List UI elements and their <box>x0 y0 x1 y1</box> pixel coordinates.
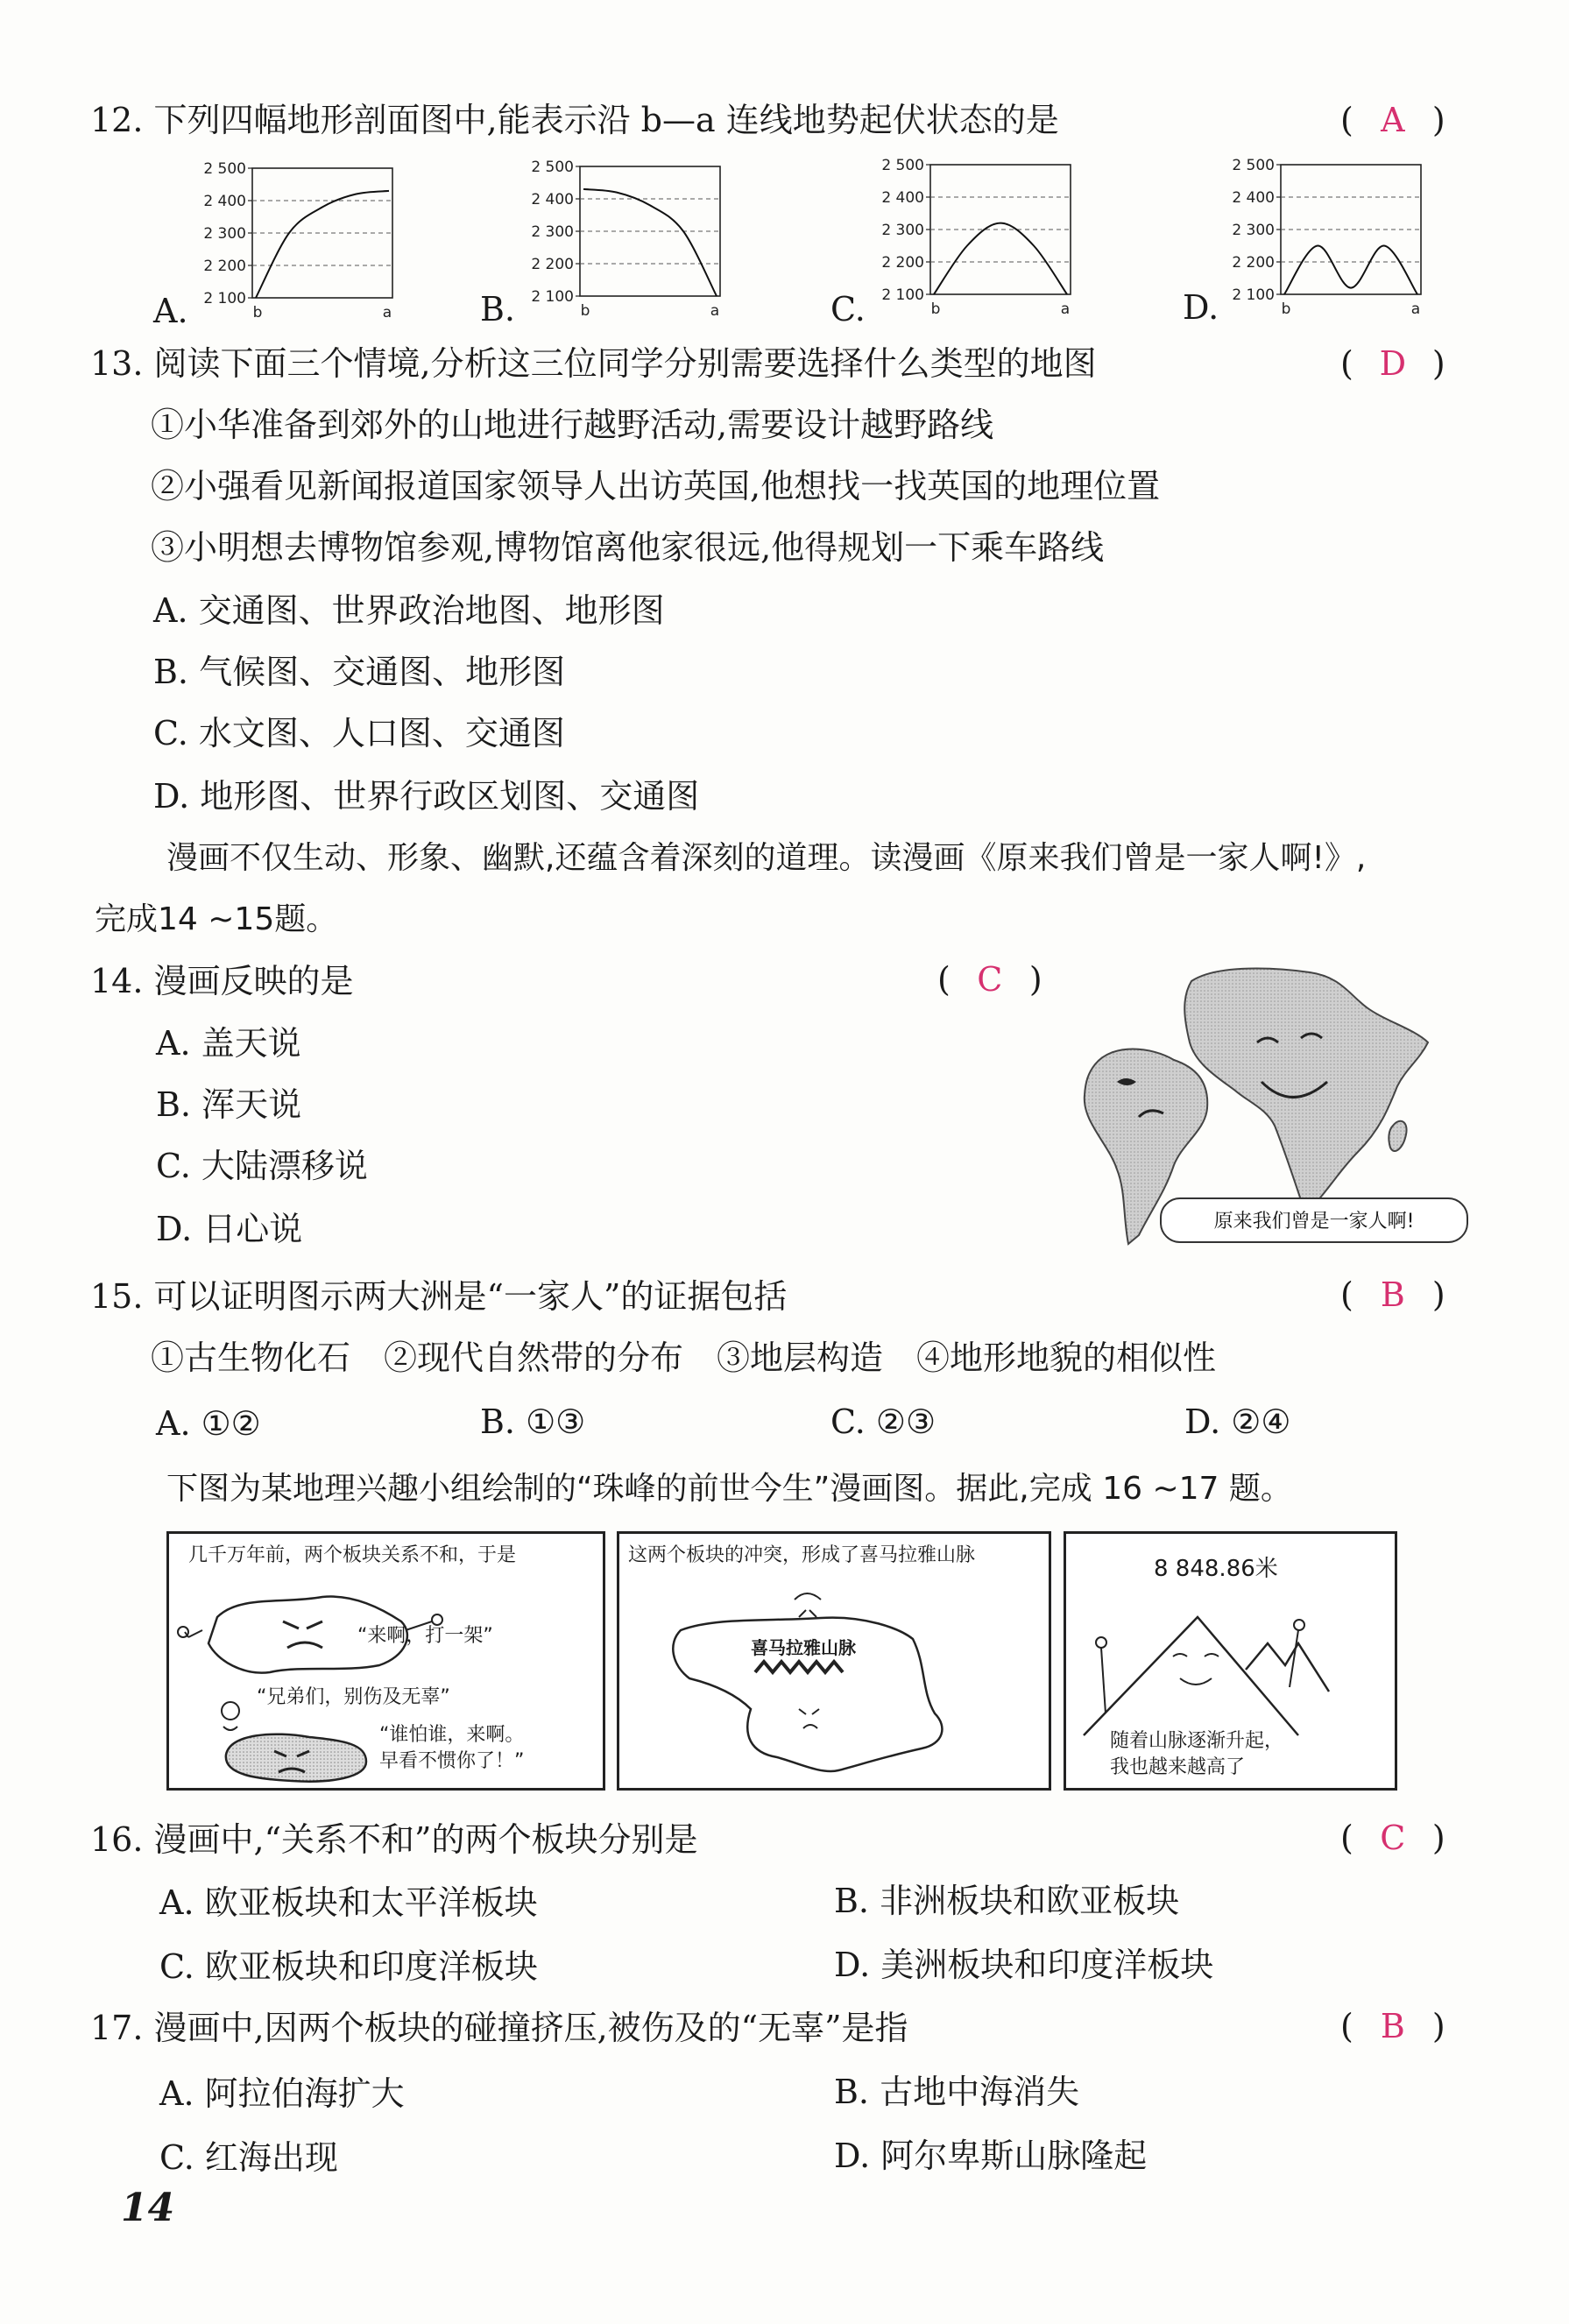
mountain-eyes <box>1173 1654 1219 1656</box>
q13-answer: ( D ) <box>1340 342 1445 385</box>
indian-plate-shape <box>226 1734 366 1782</box>
q14-answer: ( C ) <box>937 957 1042 1001</box>
comic-p2-label: 喜马拉雅山脉 <box>751 1637 856 1658</box>
q16-answer-letter: C <box>1380 1819 1406 1857</box>
continents-cartoon <box>1078 955 1481 1253</box>
madagascar-shape <box>1389 1121 1406 1151</box>
profile-chart-d <box>1221 154 1431 321</box>
q16-option-a: A. 欧亚板块和太平洋板块 <box>159 1883 538 1922</box>
q14-stem: 14. 漫画反映的是 <box>90 962 354 1000</box>
profile-line <box>1284 245 1417 294</box>
q17-option-b: B. 古地中海消失 <box>834 2073 1080 2111</box>
q13-scenario-1: ①小华准备到郊外的山地进行越野活动,需要设计越野路线 <box>151 406 994 444</box>
q12-answer-letter: A <box>1381 101 1405 139</box>
y-tick-label: 2 200 <box>203 258 246 275</box>
q13-scenario-2: ②小强看见新闻报道国家领导人出访英国,他想找一找英国的地理位置 <box>151 467 1161 505</box>
speech-bubble-text: 原来我们曾是一家人啊! <box>1213 1211 1415 1233</box>
everest-mountain <box>1084 1617 1298 1735</box>
comic-panel-2 <box>617 1531 1051 1791</box>
q14-answer-letter: C <box>977 960 1003 999</box>
q12-option-c: C. <box>830 290 866 328</box>
y-tick-label: 2 100 <box>531 288 574 306</box>
mountain-hand-left <box>1096 1637 1106 1648</box>
q14-option-b: B. 浑天说 <box>156 1085 302 1124</box>
q15-answer-letter: B <box>1380 1275 1405 1314</box>
q17-option-d: D. 阿尔卑斯山脉隆起 <box>834 2137 1148 2175</box>
q16-option-b: B. 非洲板块和欧亚板块 <box>834 1882 1180 1920</box>
q14-option-c: C. 大陆漂移说 <box>156 1147 368 1185</box>
q15-answer: ( B ) <box>1340 1273 1445 1317</box>
y-tick-label: 2 500 <box>203 160 246 178</box>
comic-p1-title: 几千万年前，两个板块关系不和，于是 <box>188 1544 517 1566</box>
q17-option-c: C. 红海出现 <box>159 2138 338 2177</box>
y-tick-label: 2 200 <box>1232 254 1275 272</box>
africa-shape <box>1184 969 1428 1204</box>
q12-option-d: D. <box>1183 288 1219 327</box>
comic-panel-3 <box>1064 1531 1397 1791</box>
q16-stem: 16. 漫画中,“关系不和”的两个板块分别是 <box>90 1820 698 1859</box>
intro-14-line2: 完成14 ~15题。 <box>95 901 338 937</box>
comic-p2-title: 这两个板块的冲突，形成了喜马拉雅山脉 <box>628 1544 976 1566</box>
q17-answer: ( B ) <box>1340 2004 1445 2048</box>
q15-option-a: A. ①② <box>156 1404 261 1443</box>
q13-option-a: A. 交通图、世界政治地图、地形图 <box>153 591 665 630</box>
profile-chart-a <box>193 158 403 324</box>
sea-small-mouth <box>223 1727 237 1730</box>
intro-14-line1: 漫画不仅生动、形象、幽默,还蕴含着深刻的道理。读漫画《原来我们曾是一家人啊!》, <box>166 840 1367 876</box>
comic-p1-text1: “来啊，打一架” <box>357 1625 493 1647</box>
y-tick-label: 2 100 <box>1232 286 1275 304</box>
q13-scenario-3: ③小明想去博物馆参观,博物馆离他家很远,他得规划一下乘车路线 <box>151 528 1105 567</box>
q14-option-d: D. 日心说 <box>156 1210 303 1248</box>
comic-p1-text3b: 早看不惯你了！” <box>379 1750 525 1772</box>
p2-top-head <box>795 1593 821 1600</box>
y-tick-label: 2 400 <box>881 189 924 207</box>
y-tick-label: 2 300 <box>203 225 246 243</box>
q13-option-d: D. 地形图、世界行政区划图、交通图 <box>153 777 700 816</box>
comic-panel-1 <box>166 1531 605 1791</box>
y-tick-label: 2 400 <box>1232 189 1275 207</box>
y-tick-label: 2 100 <box>203 290 246 307</box>
mountain-hand-right <box>1294 1620 1304 1630</box>
page-number: 14 <box>121 2186 175 2230</box>
profile-line <box>934 223 1067 294</box>
q17-stem: 17. 漫画中,因两个板块的碰撞挤压,被伤及的“无辜”是指 <box>90 2009 908 2047</box>
x-label-a: a <box>382 304 392 321</box>
y-tick-label: 2 500 <box>881 157 924 174</box>
q15-option-d: D. ②④ <box>1184 1402 1291 1441</box>
side-peaks <box>1246 1643 1329 1692</box>
q15-stem: 15. 可以证明图示两大洲是“一家人”的证据包括 <box>90 1277 788 1316</box>
y-tick-label: 2 300 <box>1232 222 1275 239</box>
q12-option-b: B. <box>480 290 516 328</box>
y-tick-label: 2 200 <box>881 254 924 272</box>
profile-line <box>583 189 717 296</box>
x-label-b: b <box>252 304 263 321</box>
p2-top-eyes <box>799 1610 816 1617</box>
y-tick-label: 2 500 <box>531 159 574 176</box>
q13-answer-letter: D <box>1379 344 1407 383</box>
q16-option-d: D. 美洲板块和印度洋板块 <box>834 1946 1214 1984</box>
q17-answer-letter: B <box>1380 2007 1405 2045</box>
comic-p3-height: 8 848.86米 <box>1154 1556 1278 1582</box>
q17-option-a: A. 阿拉伯海扩大 <box>159 2074 405 2113</box>
intro-16: 下图为某地理兴趣小组绘制的“珠峰的前世今生”漫画图。据此,完成 16 ~17 题。 <box>166 1471 1292 1507</box>
q12-option-a: A. <box>153 292 188 330</box>
profile-chart-b <box>520 156 731 322</box>
comic-p1-text3a: “谁怕谁，来啊。 <box>379 1724 525 1746</box>
y-tick-label: 2 100 <box>881 286 924 304</box>
q16-answer: ( C ) <box>1340 1816 1445 1860</box>
x-label-a: a <box>1410 300 1421 318</box>
q14-option-a: A. 盖天说 <box>156 1024 301 1063</box>
mountain-arm-right <box>1290 1630 1298 1687</box>
q13-option-b: B. 气候图、交通图、地形图 <box>153 653 566 691</box>
q15-evidence-items: ①古生物化石 ②现代自然带的分布 ③地层构造 ④地形地貌的相似性 <box>151 1339 1217 1377</box>
mountain-arm-left <box>1101 1648 1106 1713</box>
sea-small-face <box>222 1702 239 1720</box>
y-tick-label: 2 500 <box>1232 157 1275 174</box>
q15-option-b: B. ①③ <box>480 1402 586 1441</box>
mountain-smile <box>1180 1678 1212 1685</box>
plate-fist-left <box>178 1627 188 1637</box>
comic-p2-drawing <box>619 1534 1049 1788</box>
comic-p3-text2: 我也越来越高了 <box>1110 1756 1246 1778</box>
x-label-a: a <box>710 302 720 320</box>
y-tick-label: 2 200 <box>531 256 574 273</box>
q15-option-c: C. ②③ <box>830 1402 936 1441</box>
comic-p1-text2: “兄弟们，别伤及无辜” <box>257 1686 450 1708</box>
x-label-b: b <box>580 302 590 320</box>
q13-option-c: C. 水文图、人口图、交通图 <box>153 714 565 752</box>
q13-stem: 13. 阅读下面三个情境,分析这三位同学分别需要选择什么类型的地图 <box>90 344 1097 383</box>
comic-p3-text1: 随着山脉逐渐升起， <box>1110 1730 1284 1752</box>
y-tick-label: 2 400 <box>531 191 574 208</box>
profile-line <box>256 191 389 298</box>
profile-chart-c <box>871 154 1081 321</box>
q12-stem: 12. 下列四幅地形剖面图中,能表示沿 b—a 连线地势起伏状态的是 <box>90 101 1059 139</box>
y-tick-label: 2 400 <box>203 193 246 210</box>
q16-option-c: C. 欧亚板块和印度洋板块 <box>159 1947 538 1986</box>
x-label-b: b <box>930 300 941 318</box>
y-tick-label: 2 300 <box>881 222 924 239</box>
x-label-b: b <box>1281 300 1291 318</box>
x-label-a: a <box>1060 300 1071 318</box>
y-tick-label: 2 300 <box>531 223 574 241</box>
q12-answer: ( A ) <box>1340 98 1445 142</box>
